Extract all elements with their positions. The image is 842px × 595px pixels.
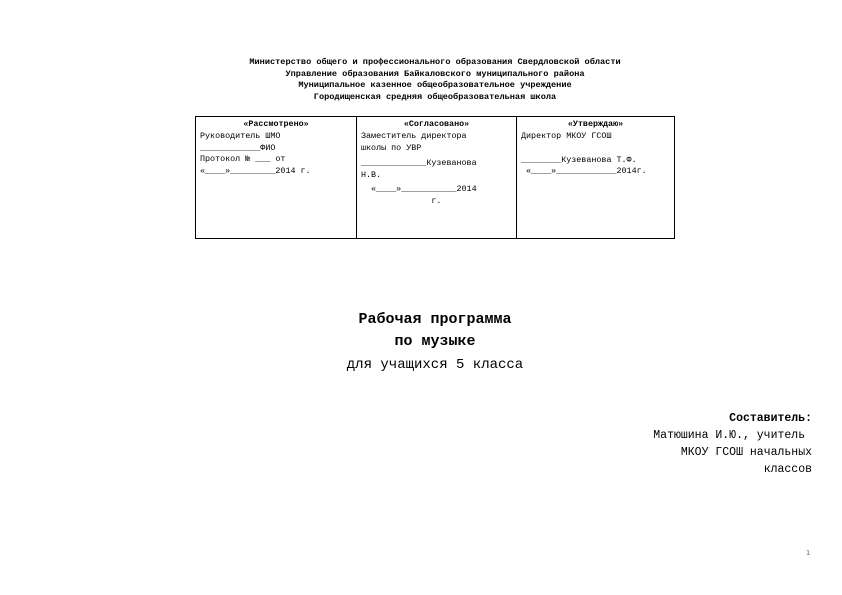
approval-line: «____»___________2014 [361, 183, 477, 194]
approval-line: Заместитель директора [361, 130, 467, 141]
header-line-school: Городищенская средняя общеобразовательная школа [313, 91, 557, 102]
approval-line: ________Кузеванова Т.Ф. [521, 154, 637, 165]
approval-column-title: «Согласовано» [403, 119, 470, 129]
approval-column-approved [516, 117, 674, 238]
approval-line: Протокол № ___ от [200, 154, 286, 165]
approval-line: г. [361, 195, 442, 206]
header-line-department: Управление образования Байкаловского муниципального района [285, 68, 585, 79]
header-line-institution: Муниципальное казенное общеобразовательное учреждение [298, 80, 572, 90]
approval-table [195, 116, 675, 239]
composer-name: Матюшина И.Ю., учитель [653, 429, 812, 442]
approval-line: школы по УВР [361, 142, 422, 153]
page-number: 1 [806, 548, 811, 557]
approval-line: «____»_________2014 г. [200, 166, 311, 177]
approval-column-reviewed [196, 117, 356, 238]
approval-line: Директор МКОУ ГСОШ [521, 130, 612, 141]
document-subject: по музыке [394, 333, 476, 350]
composer-label: Составитель: [729, 412, 812, 425]
approval-column-agreed [356, 117, 516, 238]
ministry-header [150, 57, 720, 103]
composer-school: МКОУ ГСОШ начальных [680, 446, 812, 459]
header-line-ministry: Министерство общего и профессионального образования Свердловской области [249, 57, 621, 67]
approval-line: ____________ФИО [200, 142, 276, 153]
approval-line: Н.В. [361, 170, 382, 181]
document-title: Рабочая программа [358, 311, 512, 328]
composer-classes: классов [763, 463, 812, 476]
approval-column-title: «Рассмотрено» [243, 119, 309, 129]
approval-line: _____________Кузеванова [361, 158, 477, 169]
approval-line [521, 143, 670, 155]
approval-line: Руководитель ШМО [200, 130, 281, 141]
approval-line: «____»____________2014г. [521, 166, 647, 177]
approval-column-title: «Утверждаю» [567, 119, 624, 129]
document-audience: для учащихся 5 класса [346, 357, 524, 373]
composer-block [653, 410, 812, 478]
